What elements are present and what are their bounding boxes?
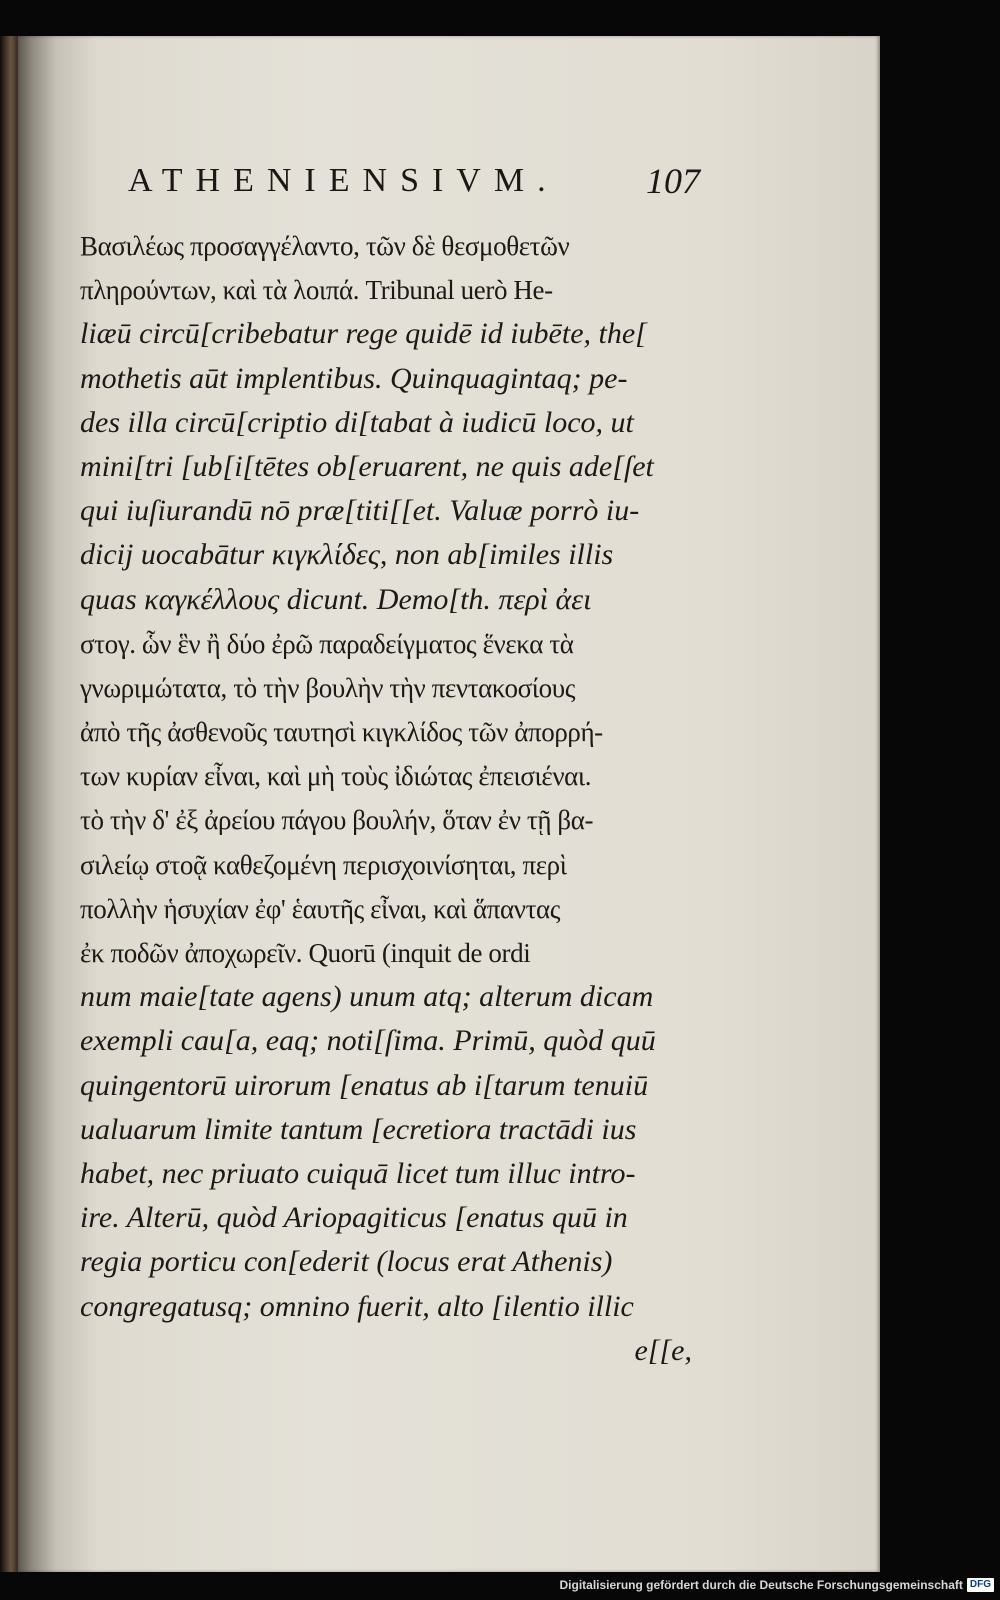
- text-line: ἐκ ποδῶν ἀποχωρεῖν. Quorū (inquit de ordi: [80, 938, 531, 968]
- book-spine-edge: [0, 36, 20, 1572]
- dfg-logo-icon: DFG: [967, 1578, 994, 1592]
- running-head: ATHENIENSIVM.: [128, 162, 559, 199]
- text-line: ἀπὸ τῆς ἀσθενοῦς ταυτησὶ κιγκλίδος τῶν ἀπορρή-: [80, 717, 603, 748]
- text-line: πολλὴν ἡσυχίαν ἐφ' ἑαυτῆς εἶναι, καὶ ἅπαντας: [80, 893, 561, 924]
- text-line: ire. Alterū, quòd Ariopagiticus [enatus quū in: [80, 1201, 628, 1235]
- book-page: [18, 36, 880, 1572]
- text-line: dicij uocabātur κιγκλίδες, non ab[imiles illis: [80, 538, 614, 572]
- text-line: mothetis aūt implentibus. Quinquagintaq; pe-: [80, 361, 628, 395]
- text-line: ualuarum limite tantum [ecretiora tractādi ius: [80, 1112, 637, 1146]
- text-line: mini[tri [ub[i[tētes ob[eruarent, ne quis ade[ſet: [80, 449, 654, 483]
- credit-text: Digitalisierung gefördert durch die Deutsche Forschungsgemeinschaft: [559, 1578, 963, 1592]
- text-line: στογ. ὧν ἓν ἢ δύο ἐρῶ παραδείγματος ἕνεκα τὰ: [80, 628, 574, 659]
- text-line: des illa circū[criptio di[tabat à iudicū loco, ut: [80, 405, 634, 439]
- text-line: liæū circū[cribebatur rege quidē id iubēte, the[: [80, 317, 647, 351]
- text-line: quingentorū uirorum [enatus ab i[tarum tenuiū: [80, 1068, 649, 1102]
- text-line: regia porticu con[ederit (locus erat Athenis): [80, 1245, 613, 1279]
- text-block: [80, 224, 692, 1373]
- text-line: qui iuſiurandū nō præ[titi[[et. Valuæ porrò iu-: [80, 494, 640, 528]
- catchword: e[[e,: [634, 1333, 692, 1367]
- page-header: [100, 154, 700, 216]
- text-line: exempli cau[a, eaq; noti[ſima. Primū, quòd quū: [80, 1024, 656, 1058]
- text-line: σιλείῳ στοᾷ καθεζομένη περισχοινίσηται, περὶ: [80, 849, 567, 880]
- text-line: num maie[tate agens) unum atq; alterum dicam: [80, 980, 654, 1014]
- text-line: quas καγκέλλους dicunt. Demo[th. περὶ ἀει: [80, 582, 592, 616]
- text-line: των κυρίαν εἶναι, καὶ μὴ τοὺς ἰδιώτας ἐπεισιέναι.: [80, 761, 592, 792]
- text-line: habet, nec priuato cuiquā licet tum illuc intro-: [80, 1156, 636, 1190]
- text-line: πληρούντων, καὶ τὰ λοιπά. Tribunal uerò He-: [80, 275, 553, 306]
- text-line: Βασιλέως προσαγγέλαντο, τῶν δὲ θεσμοθετῶν: [80, 231, 570, 261]
- text-line: γνωριμώτατα, τὸ τὴν βουλὴν τὴν πεντακοσίους: [80, 672, 575, 703]
- page-number: 107: [646, 161, 700, 201]
- text-line: τὸ τὴν δ' ἐξ ἀρείου πάγου βουλήν, ὅταν ἐν τῇ βα-: [80, 805, 594, 836]
- text-line: congregatusq; omnino fuerit, alto [ilentio illic: [80, 1289, 634, 1323]
- digitization-credit: [559, 1574, 994, 1596]
